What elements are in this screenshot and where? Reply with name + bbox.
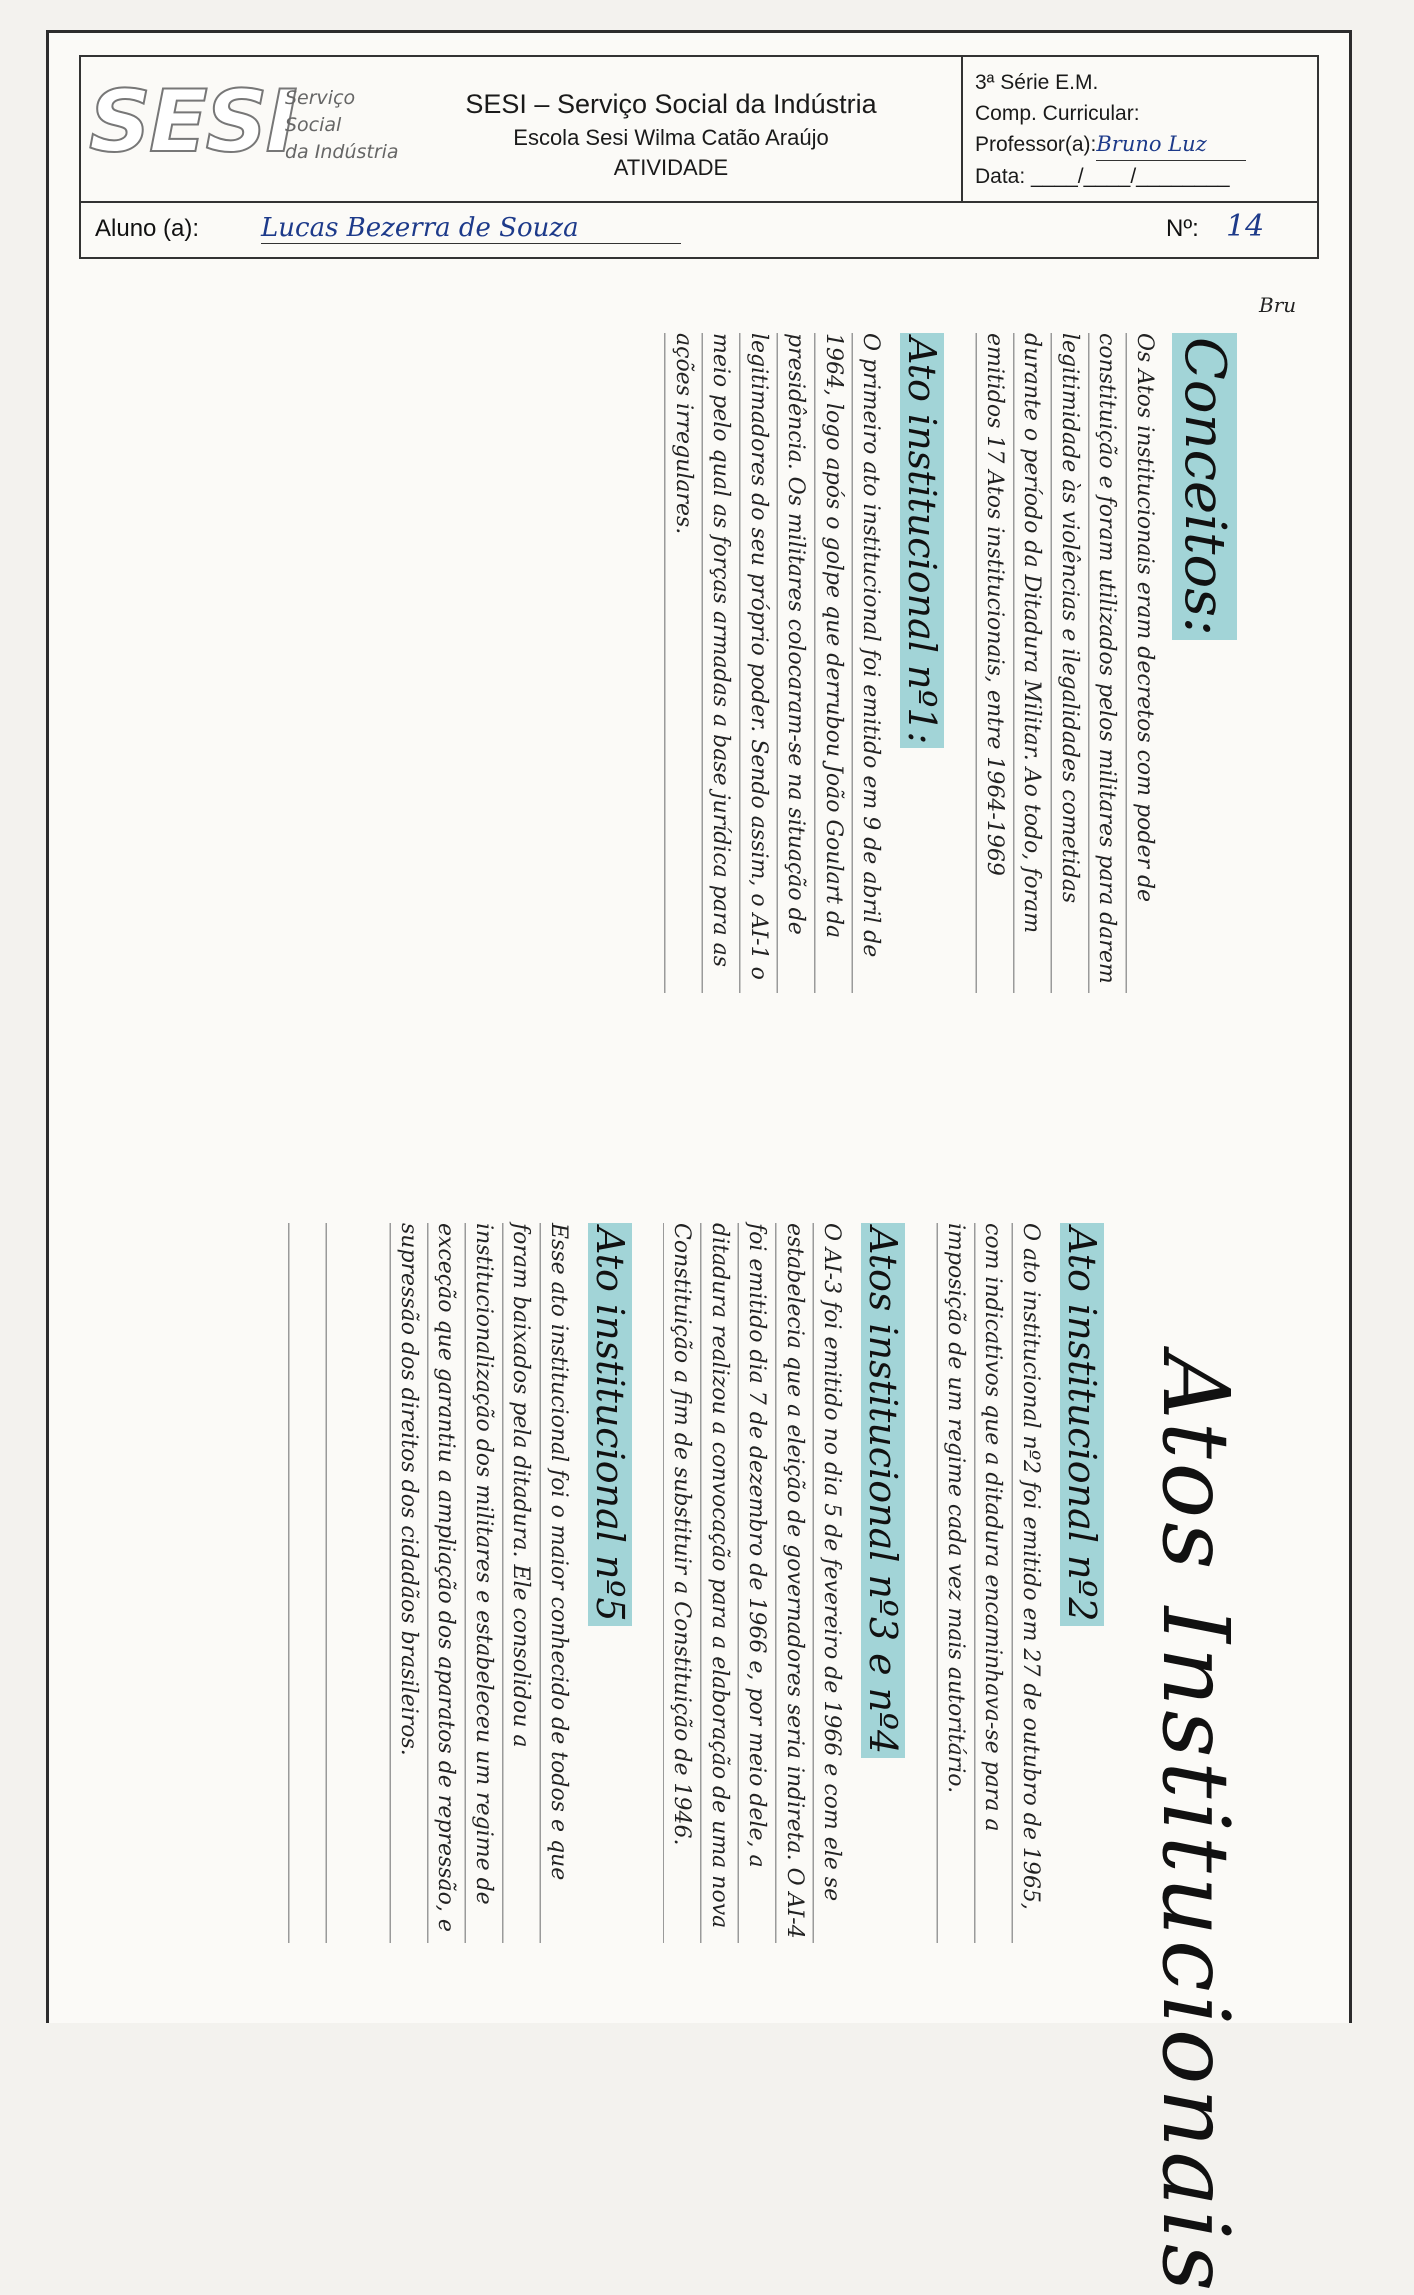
ai1-paragraph: O primeiro ato institucional foi emitido em 9 de abril de 1964, logo após o golpe que derrubou João Goulart da presidência. Os militares colocaram-se na situação de legitimadores do seu próprio poder. Sendo assim, o AI-1 o meio pelo qual as forças armadas a base jurídica para as ações irregulares. xyxy=(665,333,890,993)
intro-paragraph: Os Atos institucionais eram decretos com poder de constituição e foram utilizados pelos militares para darem legitimidade às violências e ilegalidades cometidas durante o período da Ditadura Militar. Ao todo, foram emitidos 17 Atos institucionais, entre 1964-1969 xyxy=(976,333,1164,993)
ai1-heading: Ato institucional nº1: xyxy=(896,333,950,993)
header-info xyxy=(961,57,1319,201)
grade: 3ª Série E.M. xyxy=(975,71,1099,94)
teacher-initials: Bru xyxy=(1259,293,1297,317)
teacher-name: Bruno Luz xyxy=(1096,129,1246,161)
left-column xyxy=(639,333,1240,993)
intro-heading: Conceitos: xyxy=(1169,333,1239,993)
component-label: Comp. Curricular: xyxy=(975,102,1140,125)
student-name: Lucas Bezerra de Souza xyxy=(261,213,681,244)
activity-label: ATIVIDADE xyxy=(613,155,729,180)
ai2-paragraph: O ato institucional nº2 foi emitido em 27 de outubro de 1965, com indicativos que a ditadura encaminhava-se para a imposição de um regime cada vez mais autoritário. xyxy=(937,1223,1050,1943)
handwritten-content xyxy=(259,333,1259,2295)
header-box xyxy=(79,55,1319,203)
ai34-heading: Atos institucional nº3 e nº4 xyxy=(857,1223,911,1943)
worksheet xyxy=(46,30,1352,2295)
date-line: Data: ____/____/________ xyxy=(975,165,1230,188)
blank-lines xyxy=(289,1223,364,1943)
logo-subtitle: Serviço Social da Indústria xyxy=(285,87,399,163)
ai2-heading: Ato institucional nº2 xyxy=(1055,1223,1109,1943)
main-title: Atos Institucionais xyxy=(1142,1353,1249,2295)
date-value: ____/____/________ xyxy=(1031,165,1230,188)
logo-text: SESI xyxy=(89,72,296,172)
school-name: Escola Sesi Wilma Catão Araújo xyxy=(513,125,829,150)
student-row xyxy=(79,203,1319,259)
student-label: Aluno (a): xyxy=(95,215,200,242)
right-column xyxy=(289,1223,1110,1943)
number-value: 14 xyxy=(1226,209,1265,244)
header-title-block xyxy=(401,85,941,183)
sesi-logo xyxy=(89,67,429,191)
teacher-line: Professor(a):Bruno Luz xyxy=(975,129,1319,161)
number-label: Nº: xyxy=(1166,215,1199,242)
ai34-paragraph: O AI-3 foi emitido no dia 5 de fevereiro de 1966 e com ele se estabelecia que a eleição de governadores seria indireta. O AI-4 foi emitido dia 7 de dezembro de 1966 e, por meio dele, a ditadura realizou a convocação para a elaboração de uma nova Constituição a fim de substituir a Constituição de 1946. xyxy=(663,1223,851,1943)
ai5-heading: Ato institucional nº5 xyxy=(583,1223,637,1943)
ai5-paragraph: Esse ato institucional foi o maior conhecido de todos e que foram baixados pela ditadura. Ele consolidou a institucionalização dos militares e estabeleceu um regime de exceção que garantiu a ampliação dos aparatos de repressão, e supressão dos direitos dos cidadãos brasileiros. xyxy=(390,1223,578,1943)
institution-title: SESI – Serviço Social da Indústria xyxy=(465,89,877,119)
